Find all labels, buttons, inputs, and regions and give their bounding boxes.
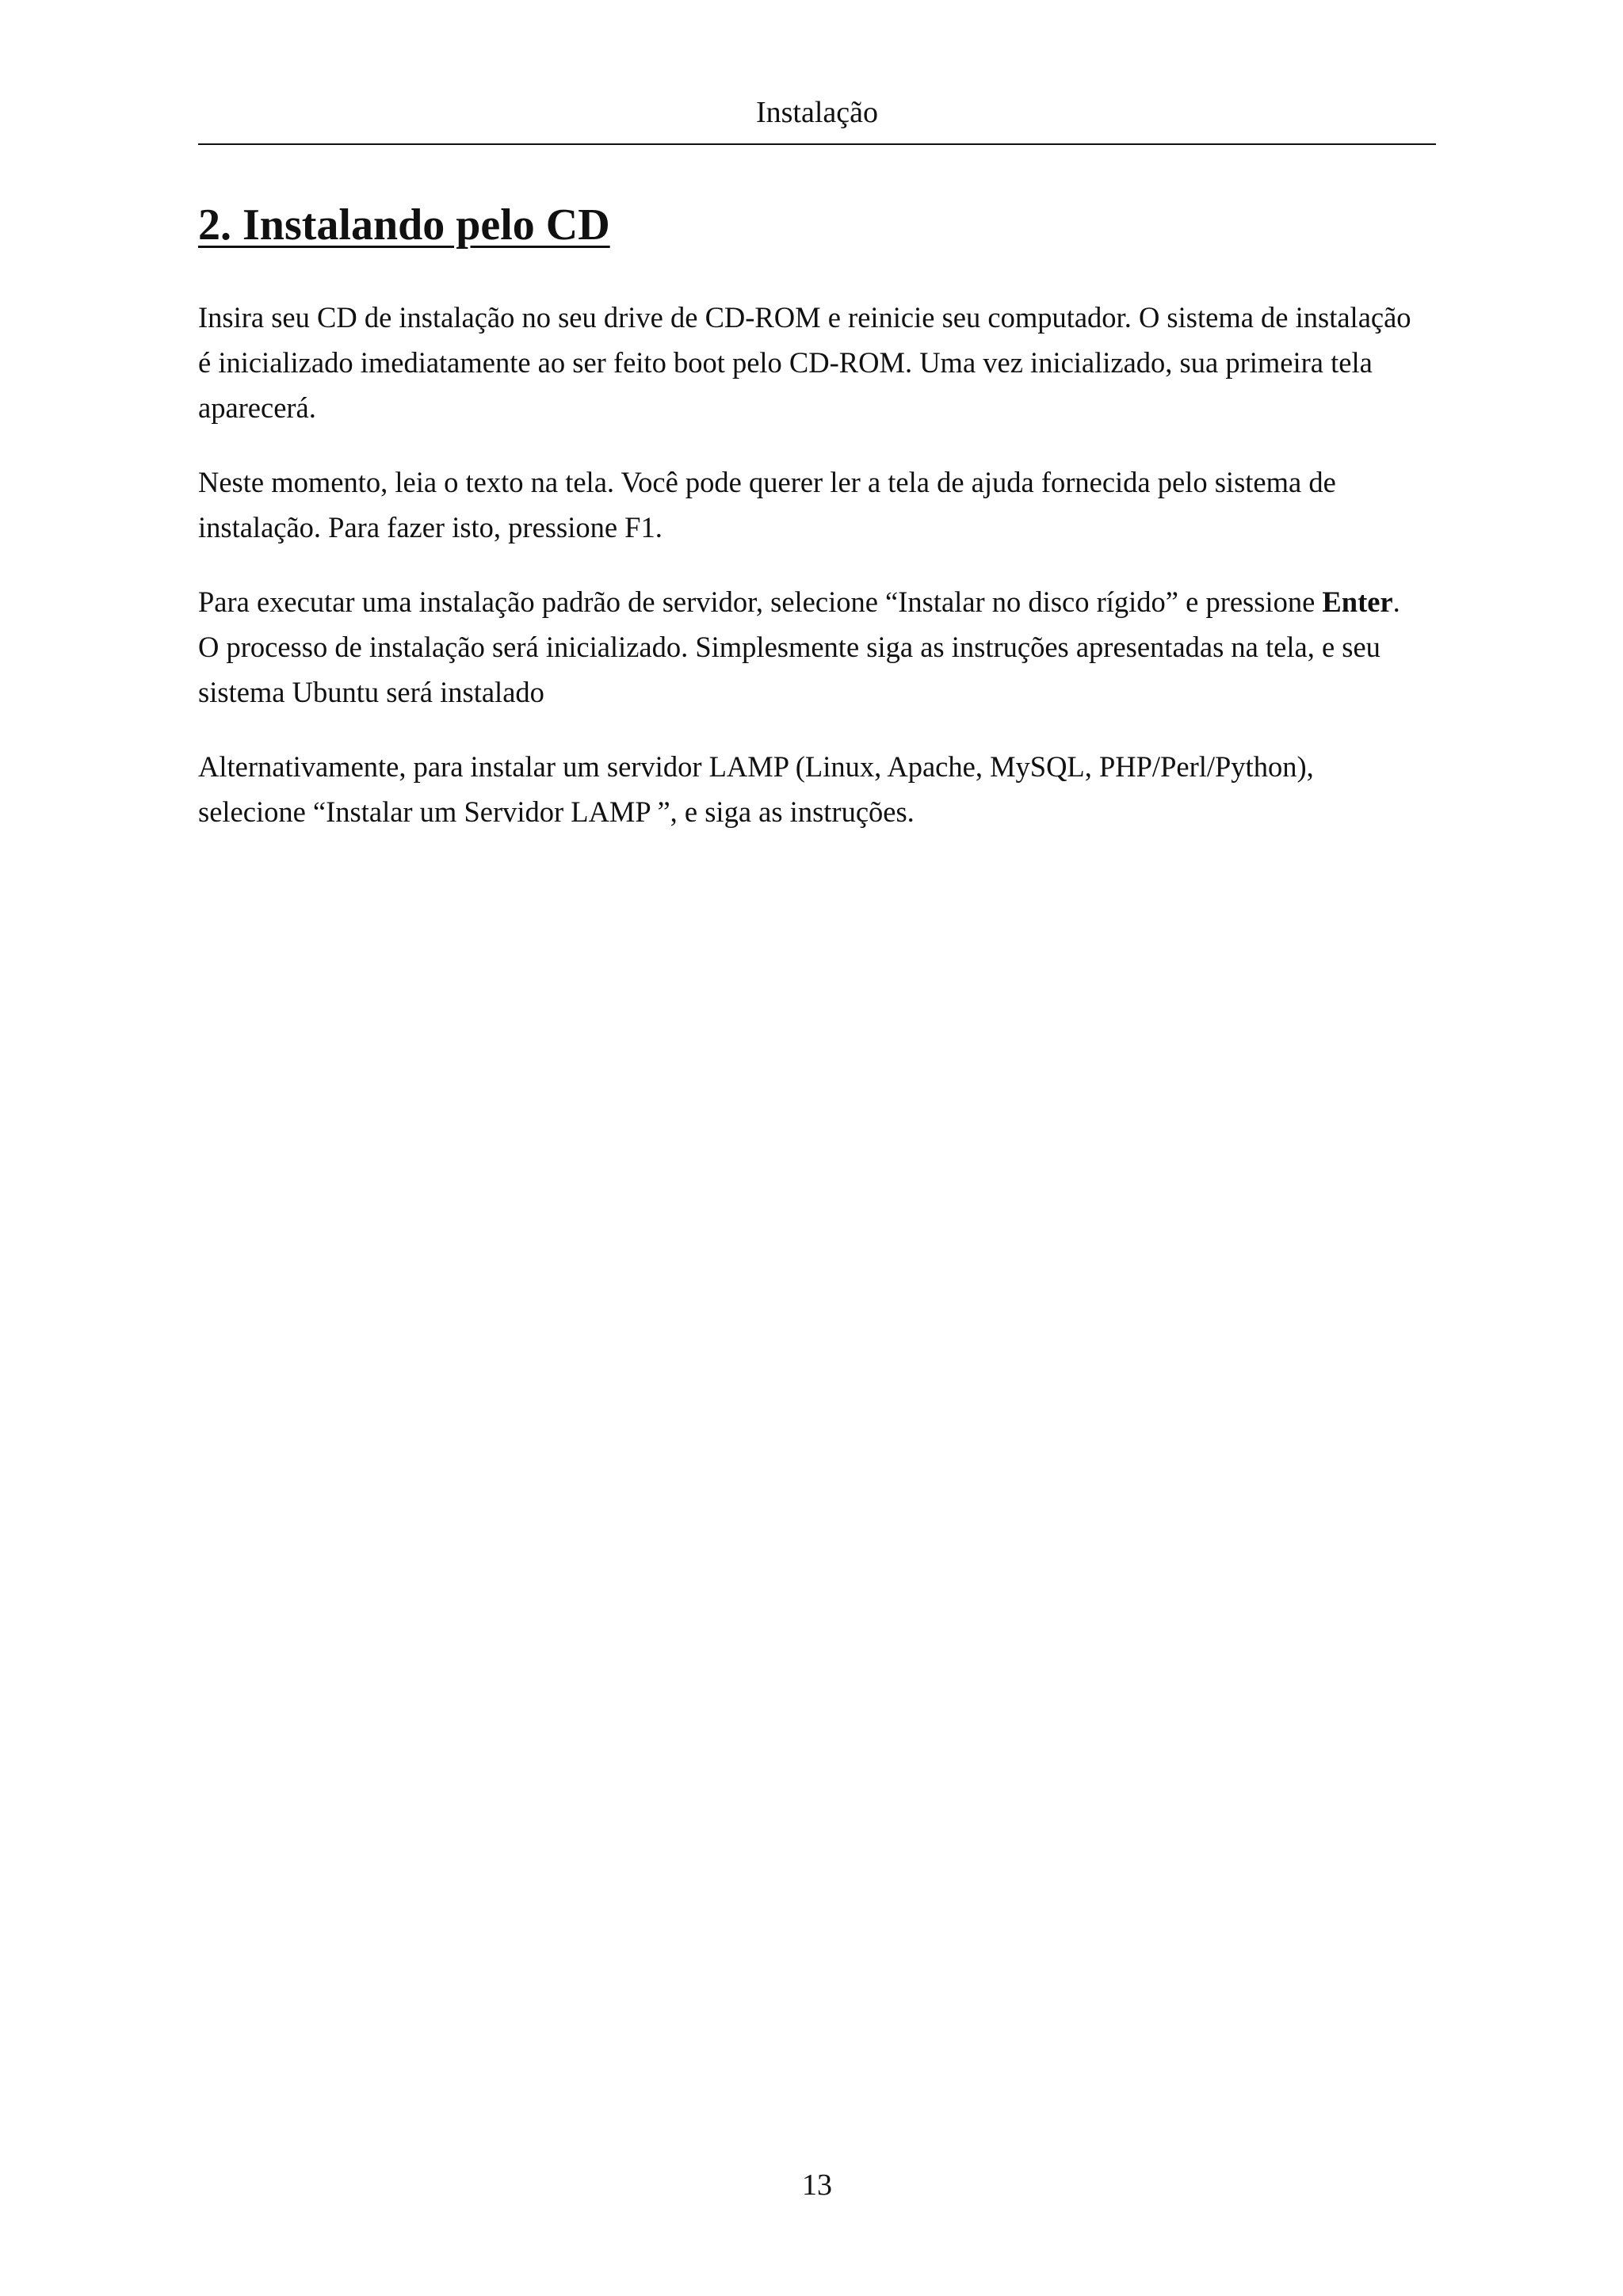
- paragraph-read-screen: Neste momento, leia o texto na tela. Você pode querer ler a tela de ajuda fornecida pelo sistema de instalação. Para fazer isto, pressione F1.: [198, 466, 1336, 543]
- paragraph-default-install-tail: . O processo de instalação será inicializado. Simplesmente siga as instruções apresentadas na tela, e seu sistema Ubuntu será instalado: [198, 585, 1400, 708]
- header-divider: [198, 143, 1436, 145]
- enter-key-label: Enter: [1322, 585, 1393, 618]
- document-body: [198, 295, 1419, 864]
- running-header: Instalação: [755, 96, 879, 129]
- paragraph-default-install-lead: Para executar uma instalação padrão de servidor, selecione “Instalar no disco rígido” e pressione: [198, 585, 1323, 618]
- paragraph-default-install: [198, 579, 1419, 715]
- page-number: 13: [802, 2168, 832, 2202]
- paragraph-lamp-install: Alternativamente, para instalar um servidor LAMP (Linux, Apache, MySQL, PHP/Perl/Python), selecione “Instalar um Servidor LAMP ”, e siga as instruções.: [198, 750, 1314, 828]
- section-title: 2. Instalando pelo CD: [198, 200, 610, 250]
- paragraph-insert-cd: Insira seu CD de instalação no seu drive de CD-ROM e reinicie seu computador. O sistema de instalação é inicializado imediatamente ao ser feito boot pelo CD-ROM. Uma vez inicializado, sua primeira tela aparecerá.: [198, 301, 1411, 424]
